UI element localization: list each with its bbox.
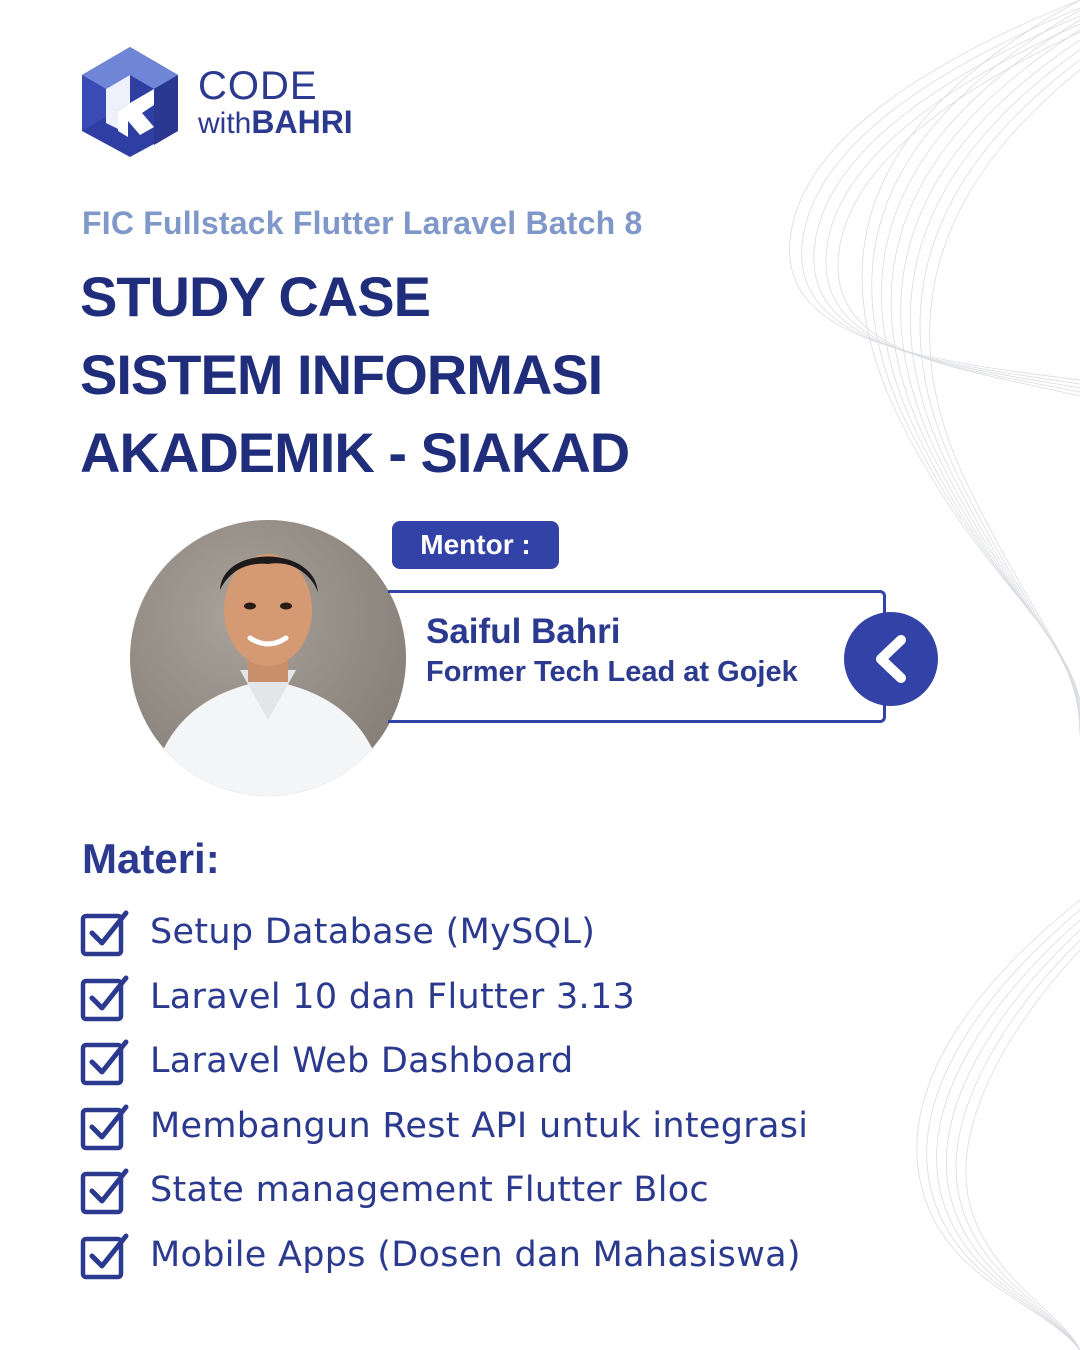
list-item: [80, 965, 808, 1030]
brand-logo-icon: [80, 45, 180, 159]
checkbox-checked-icon: [80, 1036, 130, 1086]
brand-name-code: CODE: [198, 63, 318, 108]
checkbox-checked-icon: [80, 1165, 130, 1215]
page-title: [80, 258, 629, 492]
list-item: [80, 1029, 808, 1094]
mentor-portrait-illustration: [130, 520, 406, 796]
materi-list: [80, 900, 808, 1287]
mentor-arrow-button[interactable]: [844, 612, 938, 706]
list-item-label: Laravel 10 dan Flutter 3.13: [150, 976, 636, 1017]
brand-logo: [80, 45, 353, 159]
list-item: [80, 1094, 808, 1159]
title-line: AKADEMIK - SIAKAD: [80, 421, 630, 484]
brand-name-with: with: [198, 106, 252, 140]
list-item-label: State management Flutter Bloc: [150, 1170, 709, 1211]
materi-title: Materi:: [82, 835, 220, 882]
brand-name-bahri: BAHRI: [251, 103, 353, 140]
mentor-name: Saiful Bahri: [426, 612, 621, 651]
list-item-label: Membangun Rest API untuk integrasi: [150, 1105, 809, 1146]
list-item: [80, 1158, 808, 1223]
checkbox-checked-icon: [80, 1101, 130, 1151]
title-line: STUDY CASE: [80, 265, 430, 328]
mentor-photo: [130, 520, 406, 796]
list-item-label: Mobile Apps (Dosen dan Mahasiswa): [150, 1234, 801, 1275]
list-item-label: Setup Database (MySQL): [150, 912, 596, 953]
checkbox-checked-icon: [80, 1230, 130, 1280]
mentor-role: Former Tech Lead at Gojek: [426, 656, 798, 688]
checkbox-checked-icon: [80, 907, 130, 957]
chevron-left-icon: [869, 634, 913, 684]
mentor-badge: Mentor :: [392, 521, 559, 569]
list-item-label: Laravel Web Dashboard: [150, 1041, 574, 1082]
checkbox-checked-icon: [80, 972, 130, 1022]
list-item: [80, 1223, 808, 1288]
title-line: SISTEM INFORMASI: [80, 343, 603, 406]
list-item: [80, 900, 808, 965]
course-subtitle: FIC Fullstack Flutter Laravel Batch 8: [82, 205, 643, 241]
